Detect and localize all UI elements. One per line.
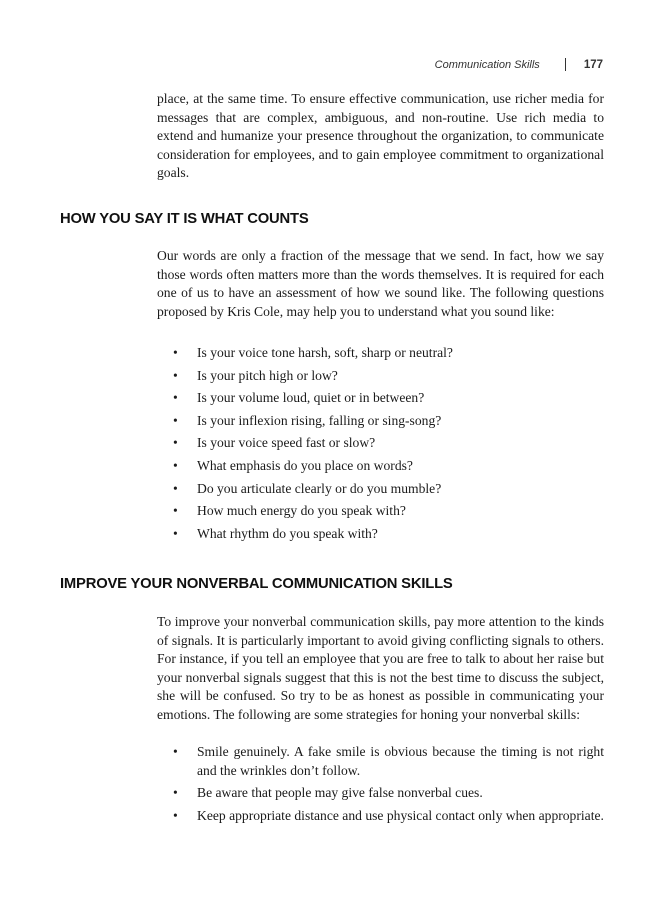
list-item: • Is your voice speed fast or slow? bbox=[157, 434, 604, 453]
bullet-icon: • bbox=[173, 785, 178, 801]
list-item: • Do you articulate clearly or do you mumble? bbox=[157, 480, 604, 499]
bullet-icon: • bbox=[173, 480, 178, 496]
section-heading-nonverbal-skills: IMPROVE YOUR NONVERBAL COMMUNICATION SKILLS bbox=[60, 576, 453, 592]
intro-paragraph: place, at the same time. To ensure effective communication, use richer media for messages that are complex, ambiguous, and non-routine. Use rich media to extend and humanize your presence throughout the organization, to communicate consideration for employees, and to gain employee commitment to organizational goals. bbox=[157, 91, 604, 181]
section1-paragraph: Our words are only a fraction of the message that we send. In fact, how we say those words often matters more than the words themselves. It is required for each one of us to have an assessment of how we sound like. The following questions proposed by Kris Cole, may help you to understand what you sound like: bbox=[157, 248, 604, 319]
bullet-icon: • bbox=[173, 412, 178, 428]
bullet-icon: • bbox=[173, 525, 178, 541]
bullet-icon: • bbox=[173, 367, 178, 383]
list-item: • What rhythm do you speak with? bbox=[157, 525, 604, 544]
header-divider bbox=[565, 58, 566, 71]
list-item: • Is your pitch high or low? bbox=[157, 367, 604, 386]
bullet-icon: • bbox=[173, 345, 178, 360]
list-item: • Be aware that people may give false nonverbal cues. bbox=[157, 784, 604, 803]
bullet-icon: • bbox=[173, 435, 178, 451]
list-item: • Is your volume loud, quiet or in between? bbox=[157, 389, 604, 408]
bullet-icon: • bbox=[173, 503, 178, 519]
bullet-icon: • bbox=[173, 807, 178, 823]
nonverbal-strategies-list bbox=[157, 743, 604, 825]
section-heading-how-you-say-it: HOW YOU SAY IT IS WHAT COUNTS bbox=[60, 211, 309, 227]
list-item: • How much energy do you speak with? bbox=[157, 502, 604, 521]
section2-paragraph: To improve your nonverbal communication skills, pay more attention to the kinds of signals. It is particularly important to avoid giving conflicting signals to others. For instance, if you tell an employee that you are free to talk to about her raise but your nonverbal signals suggest that this is not the best time to discuss the subject, she will be confused. So try to be as honest as possible in communicating your emotions. The following are some strategies for honing your nonverbal skills: bbox=[157, 614, 604, 722]
page-number: 177 bbox=[583, 58, 603, 71]
list-item: • Keep appropriate distance and use physical contact only when appropriate. bbox=[157, 807, 604, 826]
list-item: • Is your voice tone harsh, soft, sharp or neutral? bbox=[157, 344, 604, 363]
list-item: • What emphasis do you place on words? bbox=[157, 457, 604, 476]
bullet-icon: • bbox=[173, 457, 178, 473]
bullet-icon: • bbox=[173, 744, 178, 759]
bullet-icon: • bbox=[173, 390, 178, 406]
list-item: • Is your inflexion rising, falling or sing-song? bbox=[157, 412, 604, 431]
chapter-title: Communication Skills bbox=[434, 58, 540, 71]
voice-questions-list bbox=[157, 344, 604, 543]
running-header bbox=[435, 58, 603, 71]
list-item: • Smile genuinely. A fake smile is obvious because the timing is not right and the wrinkles don’t follow. bbox=[173, 744, 604, 778]
